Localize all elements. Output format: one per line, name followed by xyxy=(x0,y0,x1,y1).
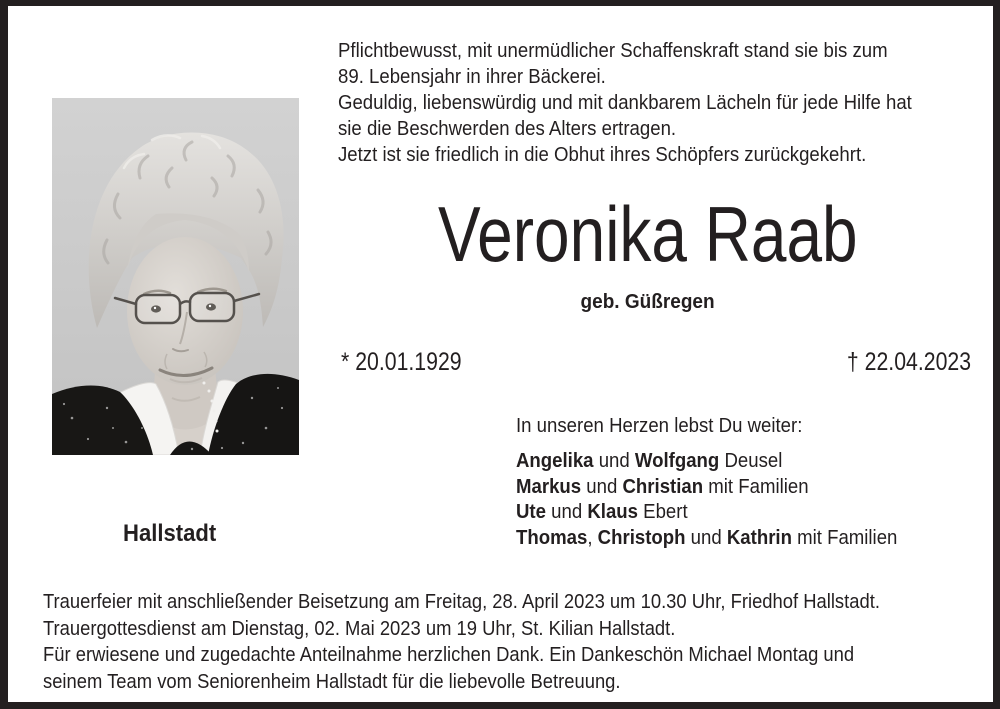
intro-line: Pflichtbewusst, mit unermüdlicher Schaffenskraft stand sie bis zum xyxy=(338,40,888,62)
funeral-info-line: seinem Team vom Seniorenheim Hallstadt für die liebevolle Betreuung. xyxy=(43,670,621,693)
family-line-text: und xyxy=(685,526,727,549)
family-line-text: , xyxy=(587,526,598,549)
family-lines xyxy=(516,449,1000,551)
family-line-text: mit Familien xyxy=(703,475,809,498)
family-line-text: Deusel xyxy=(719,450,783,472)
intro-text xyxy=(338,38,1000,168)
remembrance-heading: In unseren Herzen lebst Du weiter: xyxy=(516,415,803,437)
maiden-name xyxy=(328,290,968,314)
family-line xyxy=(516,526,1000,552)
family-member-name: Klaus xyxy=(587,501,639,523)
family-member-name: Angelika xyxy=(516,450,594,472)
funeral-info-line: Trauergottesdienst am Dienstag, 02. Mai 2023 um 19 Uhr, St. Kilian Hallstadt. xyxy=(43,617,676,640)
family-line-text: mit Familien xyxy=(791,526,898,549)
born-symbol: * xyxy=(341,348,350,376)
place-name-text: Hallstadt xyxy=(123,520,217,547)
family-line xyxy=(516,449,1000,475)
family-member-name: Christoph xyxy=(597,526,686,549)
dates-row xyxy=(341,348,971,377)
family-line xyxy=(516,475,1000,501)
family-line xyxy=(516,500,1000,526)
intro-line: 89. Lebensjahr in ihrer Bäckerei. xyxy=(338,66,606,88)
died-cross-symbol: † xyxy=(846,348,859,376)
deceased-name xyxy=(328,190,968,278)
family-line-text: und xyxy=(593,450,635,472)
maiden-name-text: geb. Güßregen xyxy=(580,291,716,313)
intro-line: Geduldig, liebenswürdig und mit dankbarem Lächeln für jede Hilfe hat xyxy=(338,92,912,114)
family-member-name: Christian xyxy=(622,475,704,498)
family-member-name: Kathrin xyxy=(726,526,792,549)
family-line-text: Ebert xyxy=(638,501,688,523)
family-line-text: und xyxy=(581,475,623,498)
funeral-info xyxy=(43,589,991,695)
mourners-block xyxy=(516,413,1000,551)
deceased-name-text: Veronika Raab xyxy=(438,190,858,278)
place-name xyxy=(123,520,224,548)
death-date xyxy=(847,348,971,377)
family-line-text: und xyxy=(545,501,588,523)
death-date-text: 22.04.2023 xyxy=(864,348,971,376)
family-member-name: Markus xyxy=(516,475,582,498)
birth-date xyxy=(341,348,462,377)
portrait-photo xyxy=(52,98,299,455)
birth-date-text: 20.01.1929 xyxy=(355,348,462,376)
funeral-info-line: Trauerfeier mit anschließender Beisetzung am Freitag, 28. April 2023 um 10.30 Uhr, Friedhof Hallstadt. xyxy=(43,591,880,613)
family-member-name: Wolfgang xyxy=(634,450,720,472)
intro-line: Jetzt ist sie friedlich in die Obhut ihres Schöpfers zurückgekehrt. xyxy=(338,144,867,166)
family-member-name: Ute xyxy=(516,501,546,523)
funeral-info-line: Für erwiesene und zugedachte Anteilnahme herzlichen Dank. Ein Dankeschön Michael Montag und xyxy=(43,644,855,666)
portrait-illustration xyxy=(52,98,299,455)
intro-line: sie die Beschwerden des Alters ertragen. xyxy=(338,118,677,140)
family-member-name: Thomas xyxy=(516,526,588,549)
